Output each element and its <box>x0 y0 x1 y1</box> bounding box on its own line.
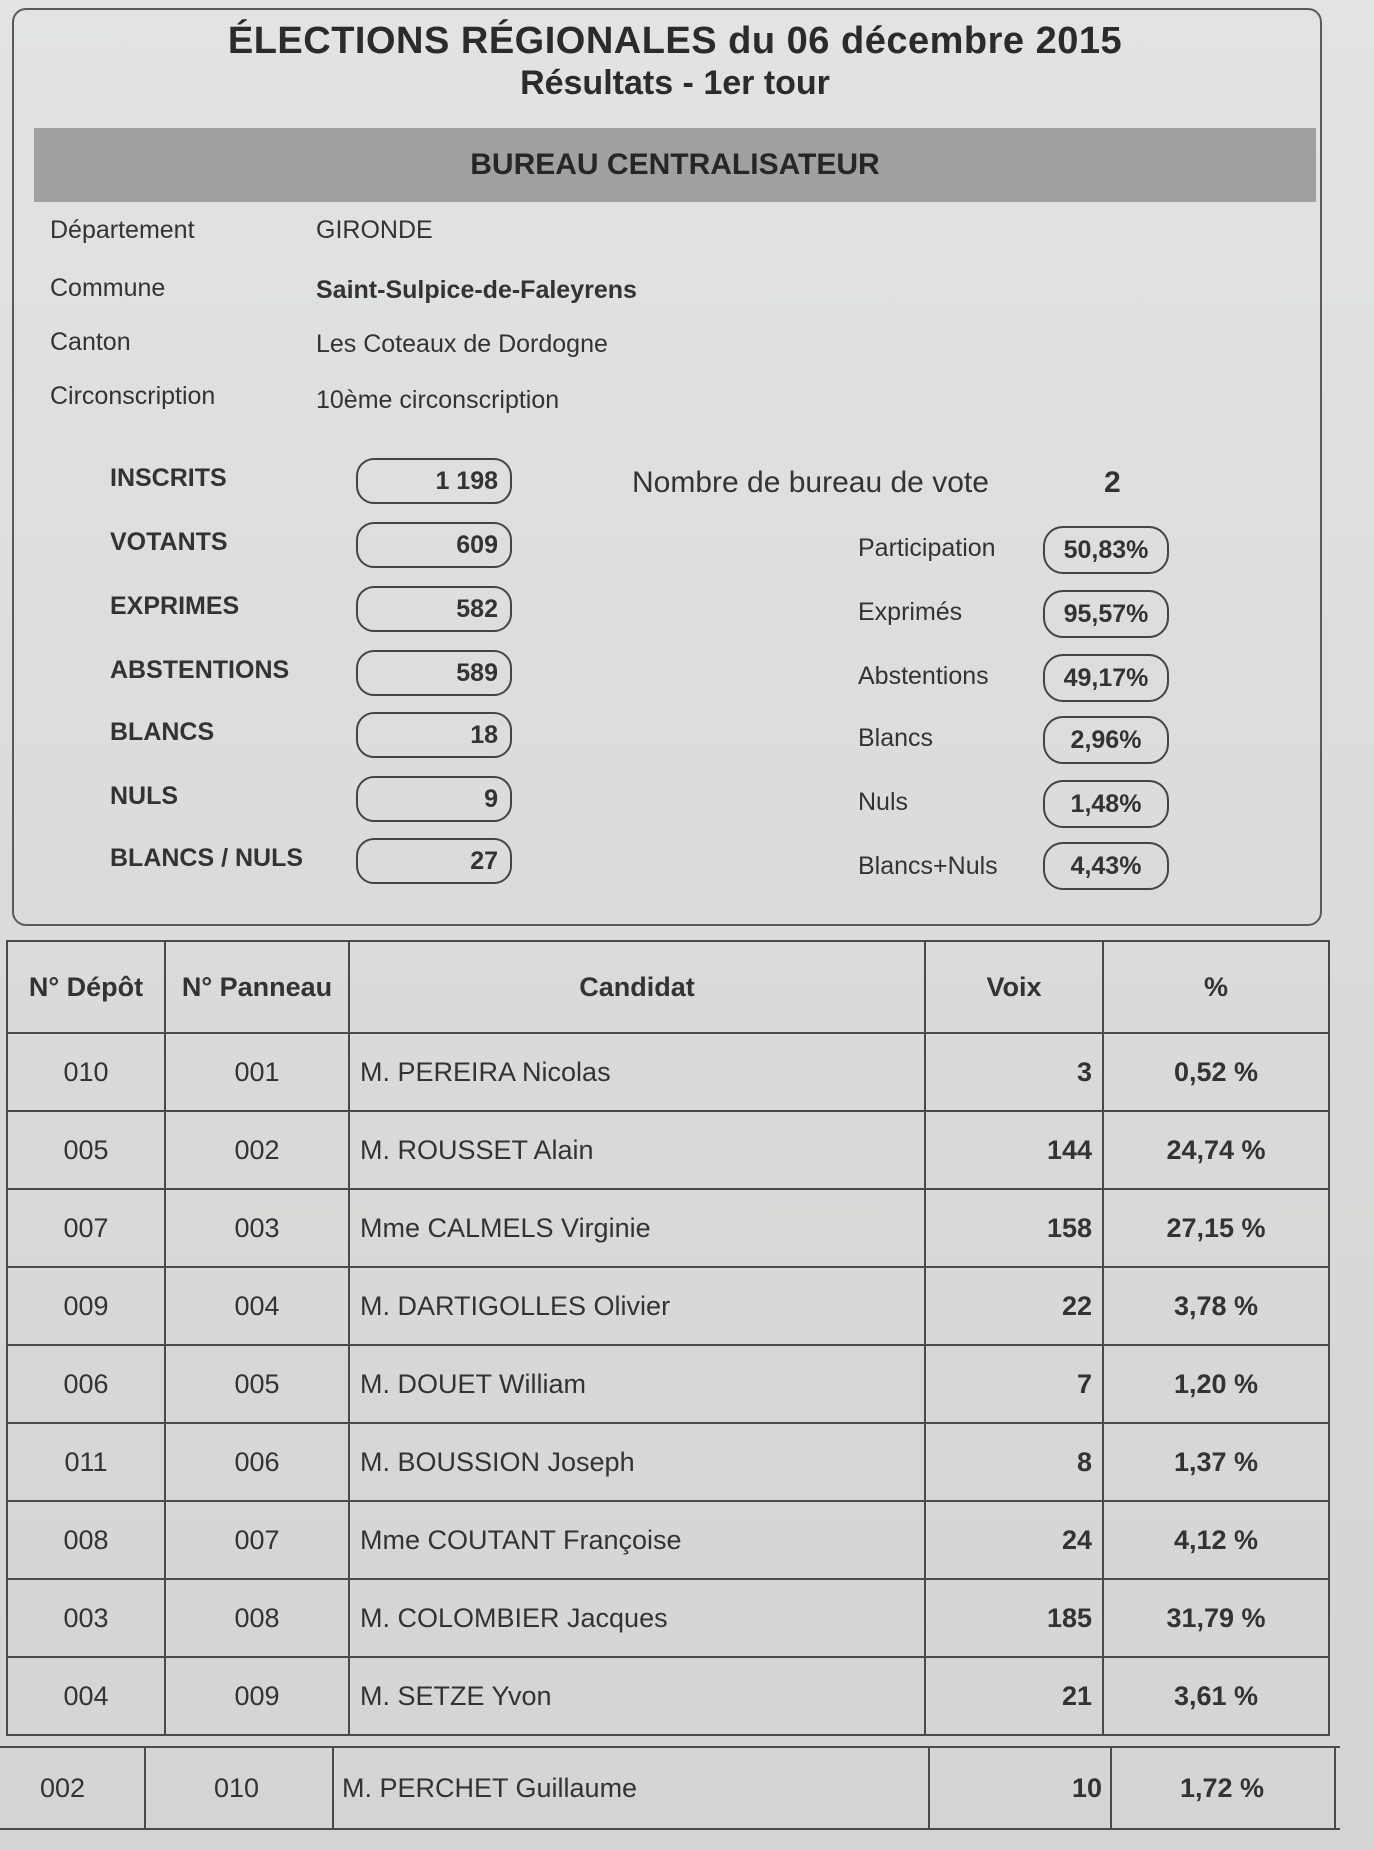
cell-panneau: 001 <box>165 1033 349 1111</box>
column-divider <box>928 1748 930 1830</box>
count-value-exprimes: 582 <box>356 586 512 632</box>
col-header-depot: N° Dépôt <box>7 941 165 1033</box>
rate-label-exprimes: Exprimés <box>858 598 963 626</box>
info-label-commune: Commune <box>50 274 166 302</box>
cell-voix: 21 <box>925 1657 1103 1735</box>
cell-panneau: 009 <box>165 1657 349 1735</box>
rate-value-blancs-nuls: 4,43% <box>1043 842 1169 890</box>
cell-panneau: 002 <box>165 1111 349 1189</box>
cell-candidat: Mme CALMELS Virginie <box>349 1189 925 1267</box>
rate-value-participation: 50,83% <box>1043 526 1169 574</box>
count-value-blancs: 18 <box>356 712 512 758</box>
count-label-abstentions: ABSTENTIONS <box>110 656 290 684</box>
cell-panneau: 008 <box>165 1579 349 1657</box>
count-label-nuls: NULS <box>110 782 179 810</box>
cell-depot: 008 <box>7 1501 165 1579</box>
info-value-commune: Saint-Sulpice-de-Faleyrens <box>316 276 637 304</box>
table-header-row <box>7 941 1329 1033</box>
table-row <box>7 1423 1329 1501</box>
cell-voix: 22 <box>925 1267 1103 1345</box>
table-row <box>7 1267 1329 1345</box>
count-label-inscrits: INSCRITS <box>110 464 227 492</box>
cell-depot: 011 <box>7 1423 165 1501</box>
cell-candidat: M. PERCHET Guillaume <box>342 1773 638 1803</box>
table-row <box>7 1111 1329 1189</box>
cell-depot: 004 <box>7 1657 165 1735</box>
bureau-count-value: 2 <box>1104 466 1121 499</box>
cell-voix: 24 <box>925 1501 1103 1579</box>
column-divider <box>332 1748 334 1830</box>
cell-candidat: M. ROUSSET Alain <box>349 1111 925 1189</box>
cell-voix: 10 <box>1072 1773 1103 1803</box>
col-header-panneau: N° Panneau <box>165 941 349 1033</box>
cell-pct: 1,72 % <box>1180 1773 1265 1803</box>
cell-voix: 3 <box>925 1033 1103 1111</box>
cell-pct: 1,37 % <box>1103 1423 1329 1501</box>
cell-candidat: Mme COUTANT Françoise <box>349 1501 925 1579</box>
cell-depot: 009 <box>7 1267 165 1345</box>
cell-depot: 002 <box>40 1773 86 1803</box>
cell-pct: 31,79 % <box>1103 1579 1329 1657</box>
page-subtitle: Résultats - 1er tour <box>520 64 830 102</box>
page-title: ÉLECTIONS RÉGIONALES du 06 décembre 2015 <box>227 20 1123 62</box>
cell-depot: 003 <box>7 1579 165 1657</box>
cell-pct: 3,78 % <box>1103 1267 1329 1345</box>
col-header-voix: Voix <box>925 941 1103 1033</box>
cell-depot: 010 <box>7 1033 165 1111</box>
col-header-pct: % <box>1103 941 1329 1033</box>
rate-label-blancs-nuls: Blancs+Nuls <box>858 852 998 880</box>
cell-pct: 27,15 % <box>1103 1189 1329 1267</box>
table-row <box>7 1345 1329 1423</box>
table-row <box>7 1579 1329 1657</box>
cell-pct: 3,61 % <box>1103 1657 1329 1735</box>
cell-panneau: 006 <box>165 1423 349 1501</box>
cell-voix: 158 <box>925 1189 1103 1267</box>
cell-panneau: 003 <box>165 1189 349 1267</box>
rate-value-nuls: 1,48% <box>1043 780 1169 828</box>
rate-value-blancs: 2,96% <box>1043 716 1169 764</box>
results-table <box>6 940 1330 1736</box>
count-label-exprimes: EXPRIMES <box>110 592 240 620</box>
count-label-blancs-nuls: BLANCS / NULS <box>110 844 304 872</box>
column-divider <box>1334 1748 1336 1830</box>
info-value-canton: Les Coteaux de Dordogne <box>316 330 608 358</box>
cell-panneau: 005 <box>165 1345 349 1423</box>
table-row-last <box>0 1746 1340 1830</box>
cell-candidat: M. DOUET William <box>349 1345 925 1423</box>
info-value-departement: GIRONDE <box>316 216 433 244</box>
count-value-votants: 609 <box>356 522 512 568</box>
cell-pct: 0,52 % <box>1103 1033 1329 1111</box>
section-band: BUREAU CENTRALISATEUR <box>34 128 1316 202</box>
rate-label-blancs: Blancs <box>858 724 934 752</box>
cell-candidat: M. PEREIRA Nicolas <box>349 1033 925 1111</box>
cell-panneau: 004 <box>165 1267 349 1345</box>
info-label-departement: Département <box>50 216 195 244</box>
cell-voix: 7 <box>925 1345 1103 1423</box>
column-divider <box>144 1748 146 1830</box>
cell-depot: 005 <box>7 1111 165 1189</box>
table-row <box>7 1189 1329 1267</box>
table-row <box>7 1033 1329 1111</box>
count-value-nuls: 9 <box>356 776 512 822</box>
cell-depot: 006 <box>7 1345 165 1423</box>
cell-pct: 1,20 % <box>1103 1345 1329 1423</box>
cell-candidat: M. COLOMBIER Jacques <box>349 1579 925 1657</box>
cell-candidat: M. BOUSSION Joseph <box>349 1423 925 1501</box>
table-row <box>7 1501 1329 1579</box>
info-value-circonscription: 10ème circonscription <box>316 386 560 414</box>
count-value-inscrits: 1 198 <box>356 458 512 504</box>
col-header-candidat: Candidat <box>349 941 925 1033</box>
count-value-abstentions: 589 <box>356 650 512 696</box>
cell-panneau: 010 <box>214 1773 260 1803</box>
rate-value-exprimes: 95,57% <box>1043 590 1169 638</box>
count-value-blancs-nuls: 27 <box>356 838 512 884</box>
bureau-count-label: Nombre de bureau de vote <box>632 466 989 499</box>
info-label-canton: Canton <box>50 328 131 356</box>
cell-depot: 007 <box>7 1189 165 1267</box>
rate-label-abstentions: Abstentions <box>858 662 989 690</box>
rate-label-nuls: Nuls <box>858 788 909 816</box>
table-row <box>7 1657 1329 1735</box>
info-label-circonscription: Circonscription <box>50 382 216 410</box>
rate-value-abstentions: 49,17% <box>1043 654 1169 702</box>
cell-panneau: 007 <box>165 1501 349 1579</box>
cell-voix: 185 <box>925 1579 1103 1657</box>
cell-candidat: M. SETZE Yvon <box>349 1657 925 1735</box>
cell-voix: 8 <box>925 1423 1103 1501</box>
count-label-votants: VOTANTS <box>110 528 228 556</box>
cell-voix: 144 <box>925 1111 1103 1189</box>
count-label-blancs: BLANCS <box>110 718 215 746</box>
cell-candidat: M. DARTIGOLLES Olivier <box>349 1267 925 1345</box>
cell-pct: 24,74 % <box>1103 1111 1329 1189</box>
rate-label-participation: Participation <box>858 534 996 562</box>
column-divider <box>1110 1748 1112 1830</box>
cell-pct: 4,12 % <box>1103 1501 1329 1579</box>
